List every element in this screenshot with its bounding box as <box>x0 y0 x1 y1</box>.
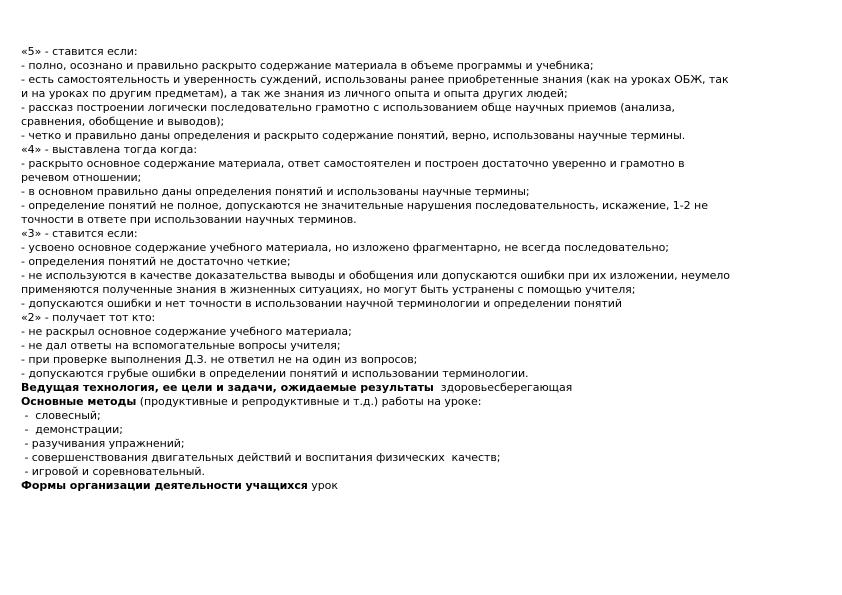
document-page <box>21 45 821 493</box>
forms-value: урок <box>307 479 338 492</box>
grade-5-item: и на уроках по другим предметам), а так же знания из личного опыта и опыта других людей; <box>21 87 568 100</box>
technology-value: здоровьесберегающая <box>433 381 573 394</box>
methods-item: - разучивания упражнений; <box>21 437 185 450</box>
grade-3-item: применяются полученные знания в жизненных ситуациях, но могут быть устранены с помощью учителя; <box>21 283 636 296</box>
grade-5-item: - есть самостоятельность и уверенность суждений, использованы ранее приобретенные знания (как на уроках ОБЖ, так <box>21 73 729 86</box>
grade-4-item: речевом отношении; <box>21 171 142 184</box>
grade-3-item: - усвоено основное содержание учебного материала, но изложено фрагментарно, не всегда последовательно; <box>21 241 669 254</box>
grade-3-item: - не используются в качестве доказательства выводы и обобщения или допускаются ошибки при их изложении, неумело <box>21 269 730 282</box>
grade-4-item: - раскрыто основное содержание материала, ответ самостоятелен и построен достаточно уверенно и грамотно в <box>21 157 685 170</box>
grade-5-item: - рассказ построении логически последовательно грамотно с использованием обще научных приемов (анализа, <box>21 101 675 114</box>
technology-line <box>21 381 821 395</box>
methods-line <box>21 395 821 409</box>
grade-4-item: - определение понятий не полное, допускаются не значительные нарушения последовательность, искажение, 1-2 не <box>21 199 708 212</box>
grade-5-header: «5» - ставится если: <box>21 45 138 58</box>
grade-2-header: «2» - получает тот кто: <box>21 311 156 324</box>
grade-3-header: «3» - ставится если: <box>21 227 138 240</box>
methods-value: (продуктивные и репродуктивные и т.д.) работы на уроке: <box>136 395 482 408</box>
forms-line <box>21 479 821 493</box>
grade-2-section <box>21 311 821 381</box>
technology-label: Ведущая технология, ее цели и задачи, ожидаемые результаты <box>21 381 434 394</box>
grade-3-item: - определения понятий не достаточно четкие; <box>21 255 291 268</box>
grade-5-item: сравнения, обобщение и выводов); <box>21 115 225 128</box>
grade-3-item: - допускаются ошибки и нет точности в использовании научной терминологии и определении понятий <box>21 297 622 310</box>
grade-2-item: - допускаются грубые ошибки в определении понятий и использовании терминологии. <box>21 367 529 380</box>
grade-2-item: - не раскрыл основное содержание учебного материала; <box>21 325 352 338</box>
grade-2-item: - при проверке выполнения Д.З. не ответил не на один из вопросов; <box>21 353 418 366</box>
methods-item: - совершенствования двигательных действий и воспитания физических качеств; <box>21 451 501 464</box>
grade-5-item: - полно, осознано и правильно раскрыто содержание материала в объеме программы и учебника; <box>21 59 594 72</box>
methods-item: - словесный; <box>21 409 101 422</box>
grade-5-section <box>21 45 821 143</box>
methods-item: - игровой и соревновательный. <box>21 465 205 478</box>
grade-3-section <box>21 227 821 311</box>
grade-2-item: - не дал ответы на вспомогательные вопросы учителя; <box>21 339 341 352</box>
grade-5-item: - четко и правильно даны определения и раскрыто содержание понятий, верно, использованы научные термины. <box>21 129 686 142</box>
grade-4-header: «4» - выставлена тогда когда: <box>21 143 198 156</box>
grade-4-section <box>21 143 821 227</box>
grade-4-item: - в основном правильно даны определения понятий и использованы научные термины; <box>21 185 530 198</box>
methods-label: Основные методы <box>21 395 137 408</box>
grade-4-item: точности в ответе при использовании научных терминов. <box>21 213 357 226</box>
forms-label: Формы организации деятельности учащихся <box>21 479 308 492</box>
methods-item: - демонстрации; <box>21 423 123 436</box>
